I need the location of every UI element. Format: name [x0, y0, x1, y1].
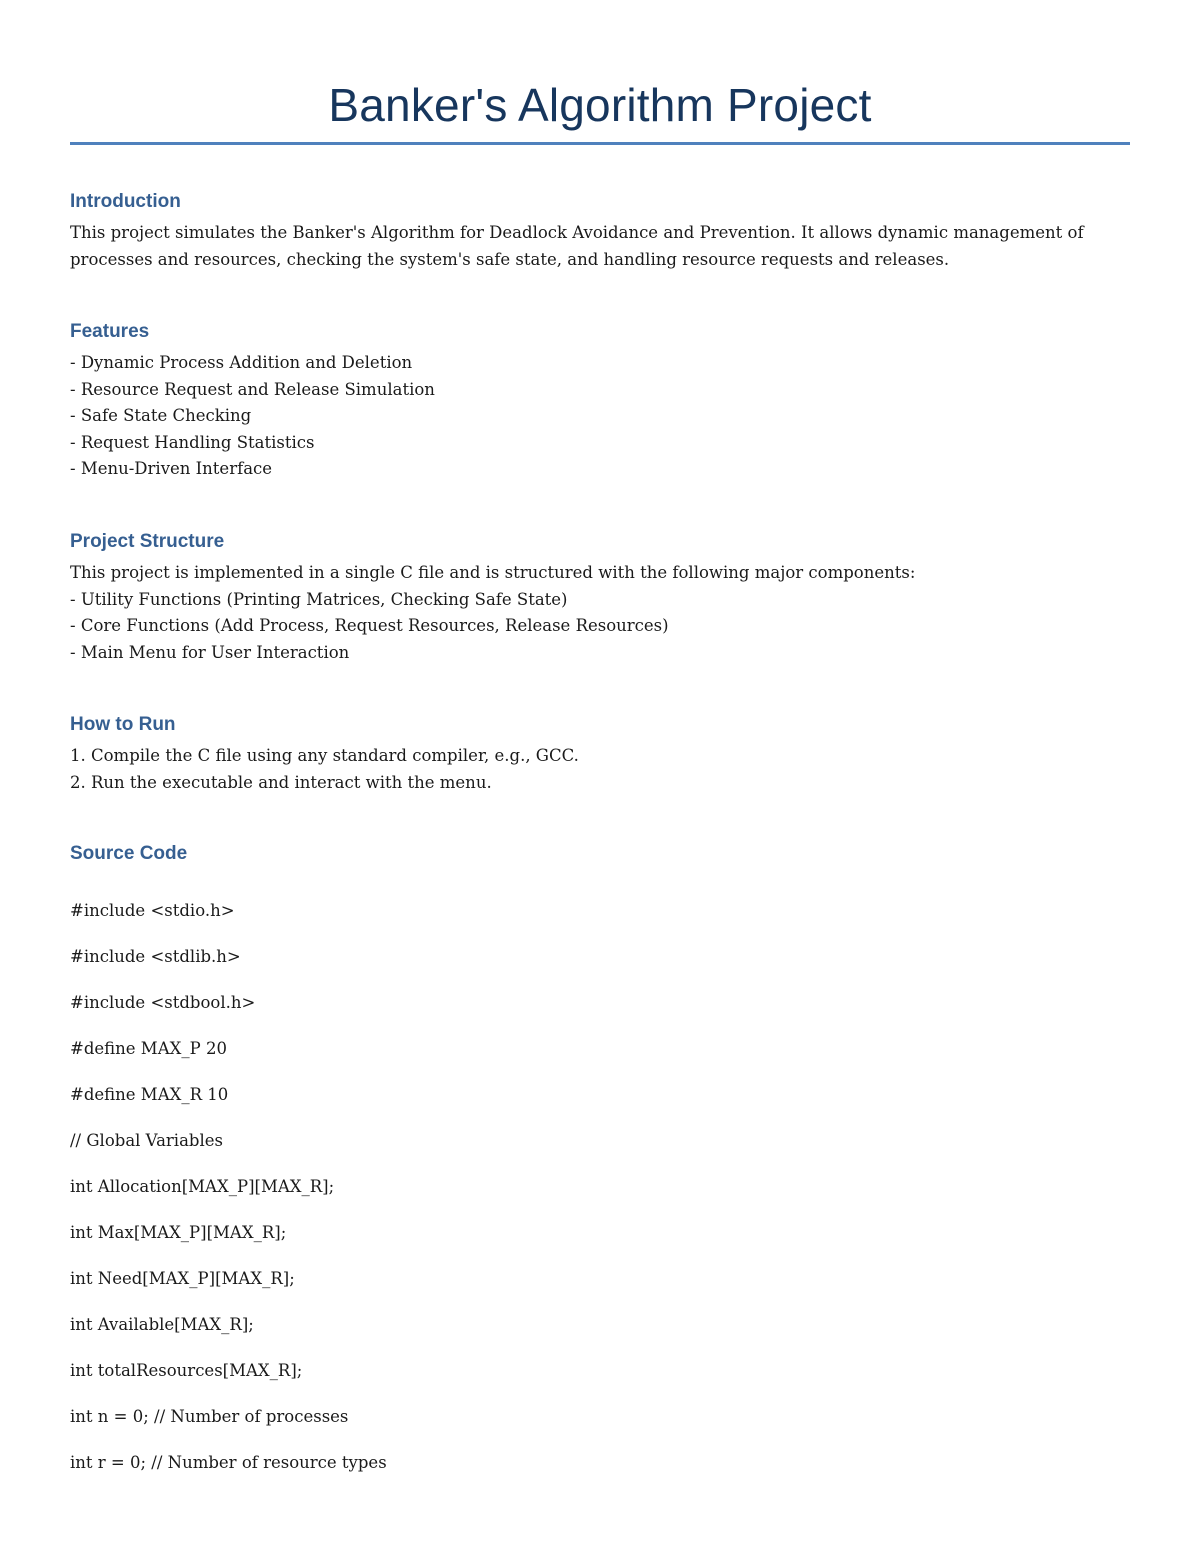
code-line: // Global Variables: [70, 1131, 223, 1150]
code-line: #define MAX_R 10: [70, 1085, 229, 1104]
code-line: int n = 0; // Number of processes: [70, 1407, 349, 1426]
structure-heading: Project Structure: [70, 531, 225, 552]
code-line: int r = 0; // Number of resource types: [70, 1453, 387, 1472]
structure-section: [70, 530, 1130, 666]
feature-item: - Menu-Driven Interface: [70, 459, 273, 478]
source-code-heading: Source Code: [70, 843, 188, 864]
features-heading: Features: [70, 321, 150, 342]
document-title: Banker's Algorithm Project: [328, 79, 872, 131]
introduction-section: [70, 190, 1130, 273]
how-to-run-section: [70, 713, 1130, 796]
code-line: int Need[MAX_P][MAX_R];: [70, 1269, 295, 1288]
feature-item: - Request Handling Statistics: [70, 432, 315, 452]
code-line: int Available[MAX_R];: [70, 1315, 254, 1334]
how-to-run-heading: How to Run: [70, 714, 176, 735]
introduction-text: This project simulates the Banker's Algorithm for Deadlock Avoidance and Prevention. It allows dynamic management of processes and resources, checking the system's safe state, and handling resource requests and releases.: [70, 223, 1084, 269]
source-code-section: [70, 842, 1130, 1502]
feature-item: - Resource Request and Release Simulation: [70, 379, 435, 399]
features-section: [70, 320, 1130, 483]
structure-item: - Utility Functions (Printing Matrices, Checking Safe State): [70, 589, 568, 609]
feature-item: - Dynamic Process Addition and Deletion: [70, 353, 413, 372]
structure-item: - Main Menu for User Interaction: [70, 642, 350, 662]
run-step: 1. Compile the C file using any standard compiler, e.g., GCC.: [70, 746, 579, 765]
code-line: #include <stdio.h>: [70, 901, 235, 920]
run-step: 2. Run the executable and interact with the menu.: [70, 772, 492, 792]
document-page: [70, 0, 1130, 1472]
title-underline: [70, 142, 1130, 145]
code-line: int Allocation[MAX_P][MAX_R];: [70, 1177, 335, 1196]
code-line: #include <stdbool.h>: [70, 993, 256, 1012]
feature-item: - Safe State Checking: [70, 406, 252, 425]
code-line: int totalResources[MAX_R];: [70, 1361, 303, 1380]
structure-intro: This project is implemented in a single C file and is structured with the following major components:: [70, 563, 916, 582]
structure-item: - Core Functions (Add Process, Request Resources, Release Resources): [70, 616, 669, 635]
introduction-heading: Introduction: [70, 191, 181, 212]
code-line: #include <stdlib.h>: [70, 947, 241, 966]
code-line: #define MAX_P 20: [70, 1039, 227, 1058]
code-line: int Max[MAX_P][MAX_R];: [70, 1223, 287, 1242]
